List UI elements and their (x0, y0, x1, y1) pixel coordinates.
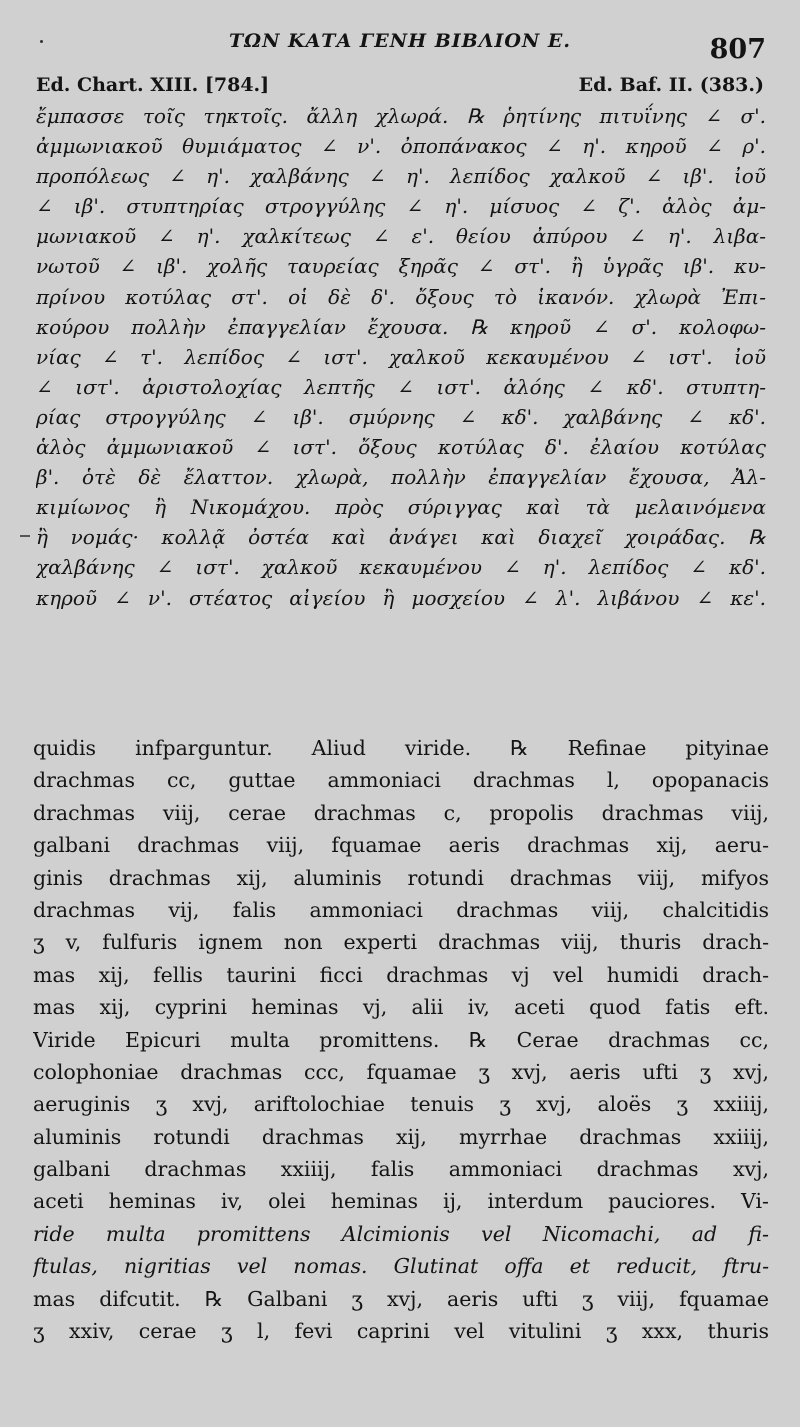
latin-text-line: mas xij, fellis taurini ficci drachmas vj vel humidi drach- (33, 962, 769, 987)
margin-mark (20, 535, 30, 537)
latin-text-line: aluminis rotundi drachmas xij, myrrhae drachmas xxiiij, (33, 1124, 769, 1149)
greek-text-line: ∠ ιβ'. στυπτηρίας στρογγύλης ∠ η'. μίσυος ∠ ζ'. ἁλὸς ἀμ- (36, 194, 766, 219)
greek-text-line: νωτοῦ ∠ ιβ'. χολῆς ταυρείας ξηρᾶς ∠ στ'. ἢ ὑγρᾶς ιβ'. κυ- (36, 254, 766, 279)
latin-text-line: drachmas cc, guttae ammoniaci drachmas l, opopanacis (33, 768, 769, 793)
greek-text-line: β'. ὁτὲ δὲ ἔλαττον. χλωρὰ, πολλὴν ἐπαγγελίαν ἔχουσα, Ἀλ- (36, 465, 766, 490)
greek-text-line: κηροῦ ∠ ν'. στέατος αἰγείου ἢ μοσχείου ∠ λ'. λιβάνου ∠ κε'. (36, 585, 766, 610)
greek-text-line: κούρου πολλὴν ἐπαγγελίαν ἔχουσα. ℞ κηροῦ ∠ σ'. κολοφω- (36, 314, 766, 339)
greek-text-line: προπόλεως ∠ η'. χαλβάνης ∠ η'. λεπίδος χαλκοῦ ∠ ιβ'. ἰοῦ (36, 164, 766, 189)
running-head: ΤΩΝ ΚΑΤΑ ΓΕΝΗ ΒΙΒΛΙΟΝ Ε. (229, 30, 571, 52)
latin-text-line: mas xij, cyprini heminas vj, alii iv, aceti quod fatis eft. (33, 995, 769, 1020)
page-number: 807 (709, 34, 766, 65)
greek-text-line: ἔμπασσε τοῖς τηκτοῖς. ἄλλη χλωρά. ℞ ῥητίνης πιτυΐνης ∠ σ'. (36, 104, 766, 128)
greek-text-line: ρίας στρογγύλης ∠ ιβ'. σμύρνης ∠ κδ'. χαλβάνης ∠ κδ'. (36, 404, 766, 429)
latin-text-line: ride multa promittens Alcimionis vel Nicomachi, ad fi- (33, 1221, 769, 1246)
latin-text-line: ftulas, nigritias vel nomas. Glutinat offa et reducit, ftru- (33, 1254, 769, 1279)
greek-text-block (36, 101, 766, 613)
latin-text-line: galbani drachmas xxiiij, falis ammoniaci drachmas xvj, (33, 1157, 769, 1182)
edition-reference-right: Ed. Baf. II. (383.) (578, 74, 764, 96)
greek-text-line: πρίνου κοτύλας στ'. οἱ δὲ δ'. ὄξους τὸ ἱκανόν. χλωρὰ Ἐπι- (36, 284, 766, 309)
latin-text-line: mas difcutit. ℞ Galbani ʒ xvj, aeris ufti ʒ viij, fquamae (33, 1286, 769, 1311)
latin-text-line: aeruginis ʒ xvj, ariftolochiae tenuis ʒ xvj, aloës ʒ xxiiij, (33, 1092, 769, 1117)
latin-text-line: ʒ xxiv, cerae ʒ l, fevi caprini vel vitulini ʒ xxx, thuris (33, 1319, 769, 1344)
greek-text-line: μωνιακοῦ ∠ η'. χαλκίτεως ∠ ε'. θείου ἀπύρου ∠ η'. λιβα- (36, 224, 766, 249)
latin-text-line: drachmas viij, cerae drachmas c, propolis drachmas viij, (33, 800, 769, 825)
latin-text-line: drachmas vij, falis ammoniaci drachmas viij, chalcitidis (33, 897, 769, 922)
greek-text-line: ∠ ιστ'. ἀριστολοχίας λεπτῆς ∠ ιστ'. ἀλόης ∠ κδ'. στυπτη- (36, 374, 766, 399)
greek-text-line: ἁλὸς ἀμμωνιακοῦ ∠ ιστ'. ὄξους κοτύλας δ'. ἐλαίου κοτύλας (36, 435, 766, 460)
greek-text-line: κιμίωνος ἢ Νικομάχου. πρὸς σύριγγας καὶ τὰ μελαινόμενα (36, 495, 766, 520)
latin-text-block (33, 732, 769, 1347)
latin-text-line: ginis drachmas xij, aluminis rotundi drachmas viij, mifyos (33, 865, 769, 890)
greek-text-line: χαλβάνης ∠ ιστ'. χαλκοῦ κεκαυμένου ∠ η'. λεπίδος ∠ κδ'. (36, 555, 766, 580)
latin-text-line: galbani drachmas viij, fquamae aeris drachmas xij, aeru- (33, 833, 769, 858)
latin-text-line: Viride Epicuri multa promittens. ℞ Cerae drachmas cc, (33, 1027, 769, 1052)
latin-text-line: aceti heminas iv, olei heminas ij, interdum pauciores. Vi- (33, 1189, 769, 1214)
latin-text-line: ʒ v, fulfuris ignem non experti drachmas viij, thuris drach- (33, 930, 769, 955)
latin-text-line: quidis infparguntur. Aliud viride. ℞ Refinae pityinae (33, 736, 769, 760)
greek-text-line: ἢ νομάς· κολλᾷ ὀστέα καὶ ἀνάγει καὶ διαχεῖ χοιράδας. ℞ (36, 525, 766, 550)
greek-text-line: νίας ∠ τ'. λεπίδος ∠ ιστ'. χαλκοῦ κεκαυμένου ∠ ιστ'. ἰοῦ (36, 344, 766, 369)
greek-text-line: ἀμμωνιακοῦ θυμιάματος ∠ ν'. ὀποπάνακος ∠ η'. κηροῦ ∠ ρ'. (36, 134, 766, 159)
edition-reference-left: Ed. Chart. XIII. [784.] (36, 74, 270, 96)
latin-text-line: colophoniae drachmas ccc, fquamae ʒ xvj, aeris ufti ʒ xvj, (33, 1059, 769, 1084)
